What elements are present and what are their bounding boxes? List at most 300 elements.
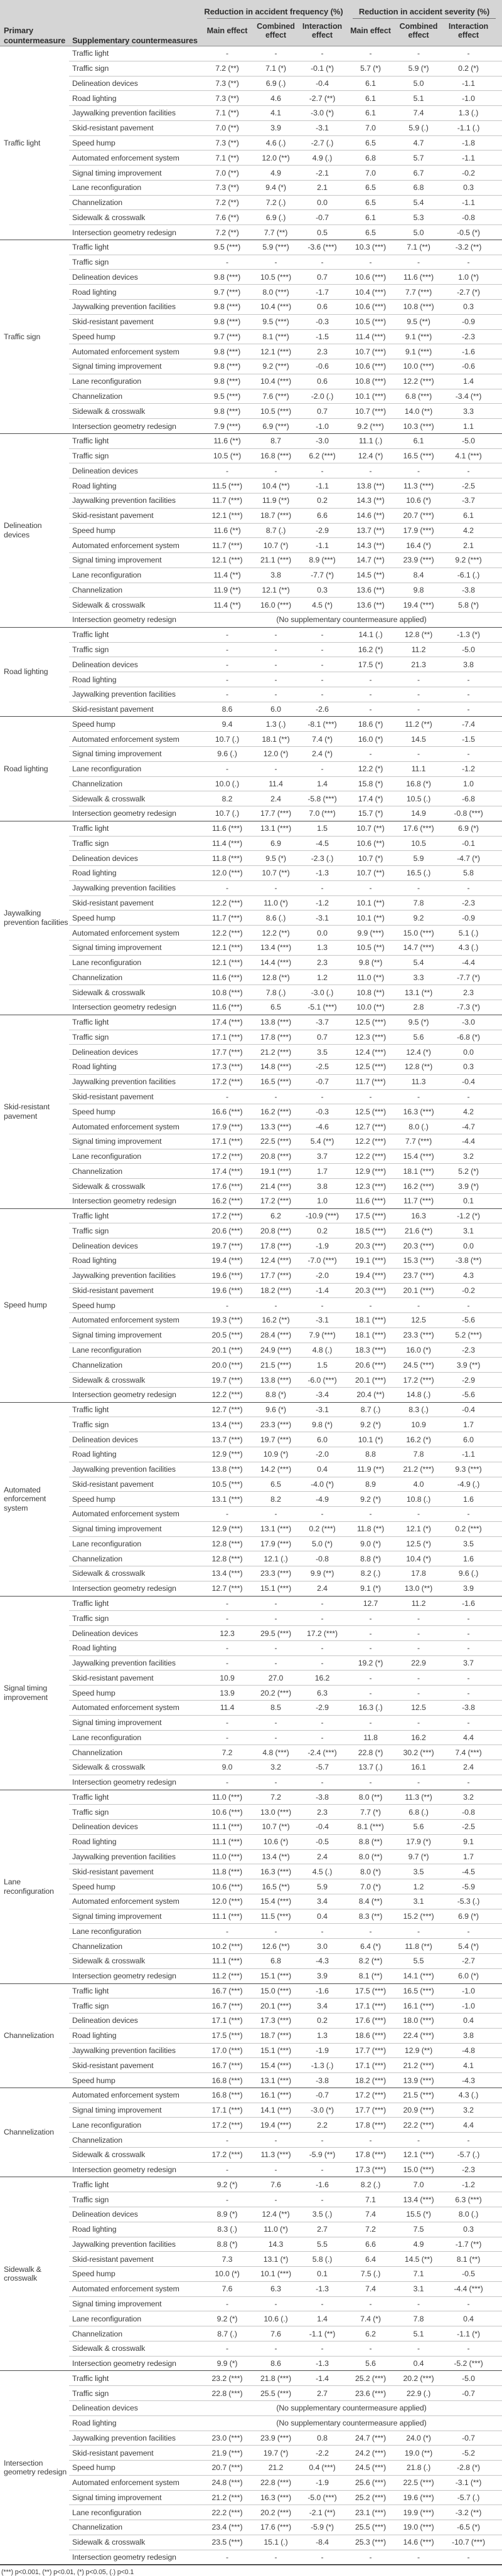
effect-value: 10.5 (***) bbox=[254, 270, 298, 285]
effect-value: -0.2 bbox=[442, 166, 502, 181]
effect-value: 6.4 (*) bbox=[346, 1939, 395, 1954]
effect-value: - bbox=[298, 2550, 346, 2565]
effect-value: 3.2 bbox=[442, 1149, 502, 1164]
table-row bbox=[0, 1045, 502, 1060]
effect-value: 20.3 (***) bbox=[346, 1238, 395, 1254]
effect-value: - bbox=[442, 687, 502, 702]
effect-value: 1.3 (.) bbox=[254, 717, 298, 732]
effect-value: 8.8 (*) bbox=[201, 2237, 254, 2252]
effect-value: 10.7 (**) bbox=[254, 1820, 298, 1835]
table-row bbox=[0, 329, 502, 344]
table-row bbox=[0, 1149, 502, 1164]
supplementary-label: Jaywalking prevention facilities bbox=[69, 300, 201, 315]
table-row bbox=[0, 2505, 502, 2520]
effect-value: 12.9 (***) bbox=[201, 1447, 254, 1462]
effect-value: 16.5 (***) bbox=[395, 1983, 442, 1998]
table-row bbox=[0, 926, 502, 941]
effect-value: - bbox=[298, 1611, 346, 1626]
effect-value: 10.5 bbox=[395, 836, 442, 851]
effect-value: 9.2 (*) bbox=[346, 1417, 395, 1432]
effect-value: 10.6 (.) bbox=[254, 2311, 298, 2326]
supplementary-label: Lane reconfiguration bbox=[69, 180, 201, 195]
supplementary-label: Sidewalk & crosswalk bbox=[69, 1566, 201, 1581]
effect-value: 21.2 (***) bbox=[201, 2490, 254, 2505]
effect-value: 16.2 (*) bbox=[395, 1432, 442, 1447]
effect-value: 1.7 bbox=[442, 1849, 502, 1864]
effect-value: 6.8 bbox=[254, 1954, 298, 1969]
frequency-group-title: Reduction in accident frequency (%) bbox=[204, 7, 343, 16]
effect-value: 7.0 bbox=[346, 166, 395, 181]
effect-value: 1.3 bbox=[298, 2028, 346, 2043]
table-row bbox=[0, 836, 502, 851]
effect-value: 10.6 (*) bbox=[395, 493, 442, 508]
effect-value: 0.0 bbox=[442, 1238, 502, 1254]
supplementary-label: Traffic light bbox=[69, 1790, 201, 1805]
effect-value: - bbox=[254, 1089, 298, 1104]
supplementary-label: Signal timing improvement bbox=[69, 746, 201, 761]
table-row bbox=[0, 1030, 502, 1045]
effect-value: 1.4 bbox=[298, 776, 346, 791]
effect-value: 7.1 bbox=[346, 2192, 395, 2207]
effect-value: - bbox=[298, 1507, 346, 1522]
effect-value: -5.1 (***) bbox=[298, 1000, 346, 1015]
effect-value: 10.8 (***) bbox=[395, 300, 442, 315]
effect-value: - bbox=[442, 1775, 502, 1790]
effect-value: 9.1 bbox=[442, 1834, 502, 1849]
effect-value: 14.1 (***) bbox=[254, 2103, 298, 2118]
effect-value: 21.4 (***) bbox=[254, 1179, 298, 1194]
effect-value: 12.4 (*) bbox=[346, 448, 395, 463]
effect-value: 3.8 bbox=[254, 567, 298, 583]
effect-value: - bbox=[442, 1626, 502, 1641]
effect-value: 16.4 (*) bbox=[395, 538, 442, 553]
supplementary-label: Signal timing improvement bbox=[69, 359, 201, 374]
effect-value: 1.5 bbox=[298, 821, 346, 836]
table-row bbox=[0, 359, 502, 374]
effect-value: 19.3 (***) bbox=[201, 1313, 254, 1328]
effect-value: 21.2 (***) bbox=[395, 1462, 442, 1477]
effect-value: - bbox=[254, 2162, 298, 2177]
table-row bbox=[0, 344, 502, 359]
effect-value: - bbox=[201, 1596, 254, 1611]
effect-value: 11.6 (**) bbox=[201, 433, 254, 448]
effect-value: 19.4 (***) bbox=[201, 1254, 254, 1269]
effect-value: 0.0 bbox=[298, 926, 346, 941]
effect-value: 16.5 (.) bbox=[395, 866, 442, 881]
effect-value: 7.8 (.) bbox=[254, 985, 298, 1000]
effect-value: 5.9 bbox=[298, 1879, 346, 1894]
effect-value: 7.6 (**) bbox=[201, 210, 254, 225]
effect-value: 7.2 (**) bbox=[201, 225, 254, 240]
supplementary-label: Intersection geometry redesign bbox=[69, 2550, 201, 2565]
effect-value: 24.5 (***) bbox=[346, 2461, 395, 2476]
effect-value: 16.8 (*) bbox=[395, 776, 442, 791]
table-row bbox=[0, 2073, 502, 2088]
effect-value: 9.5 (***) bbox=[201, 389, 254, 404]
effect-value: - bbox=[395, 746, 442, 761]
effect-value: 0.0 bbox=[442, 1045, 502, 1060]
effect-value: - bbox=[442, 1924, 502, 1939]
effect-value: 23.3 (***) bbox=[254, 1417, 298, 1432]
effect-value: 10.1 (**) bbox=[346, 911, 395, 926]
effect-value: 12.7 (***) bbox=[201, 1581, 254, 1596]
effect-value: - bbox=[201, 1089, 254, 1104]
effect-value: - bbox=[254, 1611, 298, 1626]
effect-value: 22.5 (***) bbox=[395, 2475, 442, 2490]
effect-value: 25.5 (***) bbox=[346, 2520, 395, 2535]
supplementary-label: Speed hump bbox=[69, 1298, 201, 1313]
effect-value: 6.9 (.) bbox=[254, 76, 298, 91]
effect-value: 6.8 (.) bbox=[395, 1805, 442, 1820]
effect-value: -1.0 bbox=[442, 91, 502, 106]
supplementary-label: Road lighting bbox=[69, 2415, 201, 2431]
effect-value: - bbox=[201, 1730, 254, 1745]
effect-value: -1.6 bbox=[442, 344, 502, 359]
effect-value: 7.3 (**) bbox=[201, 91, 254, 106]
supplementary-label: Automated enforcement system bbox=[69, 1700, 201, 1715]
effect-value: 6.1 bbox=[442, 508, 502, 523]
effect-value: 8.6 (.) bbox=[254, 911, 298, 926]
table-row bbox=[0, 1790, 502, 1805]
effect-value: 14.7 (**) bbox=[346, 553, 395, 568]
table-row bbox=[0, 1775, 502, 1790]
effect-value: - bbox=[298, 1655, 346, 1671]
effect-value: -0.7 bbox=[298, 1074, 346, 1089]
effect-value: 9.5 (*) bbox=[395, 1015, 442, 1030]
effect-value: 12.2 (***) bbox=[346, 1149, 395, 1164]
effect-value: 13.4 (**) bbox=[254, 1849, 298, 1864]
effect-value: - bbox=[201, 1640, 254, 1655]
effect-value: 4.9 (.) bbox=[298, 150, 346, 166]
effect-value: 21.9 (***) bbox=[201, 2446, 254, 2461]
table-row bbox=[0, 404, 502, 419]
effect-value: 14.4 (***) bbox=[254, 955, 298, 970]
supplementary-label: Signal timing improvement bbox=[69, 2103, 201, 2118]
table-row bbox=[0, 2192, 502, 2207]
effect-value: 10.0 (**) bbox=[346, 1000, 395, 1015]
effect-value: 24.9 (***) bbox=[254, 1343, 298, 1358]
effect-value: 11.4 bbox=[201, 1700, 254, 1715]
supplementary-label: Skid-resistant pavement bbox=[69, 1089, 201, 1104]
effect-value: 3.3 bbox=[442, 404, 502, 419]
supplementary-label: Automated enforcement system bbox=[69, 1507, 201, 1522]
supplementary-label: Lane reconfiguration bbox=[69, 374, 201, 389]
effect-value: 6.5 bbox=[346, 225, 395, 240]
supplementary-label: Intersection geometry redesign bbox=[69, 419, 201, 434]
effect-value: -1.6 bbox=[442, 1596, 502, 1611]
effect-value: 7.6 bbox=[254, 2326, 298, 2341]
effect-value: -3.4 bbox=[298, 1387, 346, 1402]
effect-value: 5.9 (***) bbox=[254, 240, 298, 255]
effect-value: 22.8 (***) bbox=[201, 2386, 254, 2401]
supplementary-label: Traffic sign bbox=[69, 255, 201, 270]
effect-value: 17.6 (***) bbox=[254, 2520, 298, 2535]
effect-value: - bbox=[442, 672, 502, 687]
effect-value: 5.1 bbox=[395, 91, 442, 106]
effect-value: 17.9 (*) bbox=[395, 1834, 442, 1849]
effect-value: 23.9 (***) bbox=[254, 2431, 298, 2446]
supplementary-label: Automated enforcement system bbox=[69, 926, 201, 941]
supplementary-label: Jaywalking prevention facilities bbox=[69, 493, 201, 508]
supplementary-label: Delineation devices bbox=[69, 1432, 201, 1447]
effect-value: 5.2 (***) bbox=[442, 1328, 502, 1343]
effect-value: -5.6 bbox=[442, 1313, 502, 1328]
effect-value: 11.7 (***) bbox=[201, 493, 254, 508]
table-row bbox=[0, 2103, 502, 2118]
supplementary-countermeasures-header: Supplementary countermeasures bbox=[72, 36, 198, 46]
table-row bbox=[0, 1655, 502, 1671]
effect-value: -0.4 bbox=[442, 1402, 502, 1417]
table-row bbox=[0, 1849, 502, 1864]
effect-value: 11.9 (**) bbox=[346, 1462, 395, 1477]
effect-value: 8.3 (.) bbox=[201, 2222, 254, 2237]
effect-value: 11.2 bbox=[395, 1596, 442, 1611]
table-row bbox=[0, 1745, 502, 1760]
supplementary-label: Lane reconfiguration bbox=[69, 761, 201, 776]
supplementary-label: Road lighting bbox=[69, 672, 201, 687]
table-row bbox=[0, 1626, 502, 1641]
effect-value: -10.9 (***) bbox=[298, 1208, 346, 1223]
effect-value: 3.8 bbox=[442, 657, 502, 672]
effect-value: 3.3 bbox=[395, 970, 442, 985]
supplementary-label: Sidewalk & crosswalk bbox=[69, 1760, 201, 1775]
effect-value: 20.6 (***) bbox=[201, 1223, 254, 1238]
effect-value: -1.7 (**) bbox=[442, 2237, 502, 2252]
effect-value: 9.8 (**) bbox=[346, 955, 395, 970]
supplementary-label: Jaywalking prevention facilities bbox=[69, 106, 201, 121]
effect-value: 10.4 (*) bbox=[395, 1551, 442, 1566]
effect-value: 16.2 bbox=[298, 1671, 346, 1686]
effect-value: - bbox=[395, 463, 442, 478]
effect-value: 22.2 (***) bbox=[201, 2505, 254, 2520]
supplementary-label: Road lighting bbox=[69, 1254, 201, 1269]
effect-value: -7.7 (*) bbox=[298, 567, 346, 583]
effect-value: 10.6 (***) bbox=[346, 300, 395, 315]
effect-value: 12.1 (***) bbox=[201, 508, 254, 523]
table-row bbox=[0, 776, 502, 791]
effect-value: 16.0 (*) bbox=[395, 1343, 442, 1358]
effect-value: 7.1 (**) bbox=[201, 106, 254, 121]
table-row bbox=[0, 2475, 502, 2490]
supplementary-label: Lane reconfiguration bbox=[69, 1149, 201, 1164]
supplementary-label: Lane reconfiguration bbox=[69, 955, 201, 970]
effect-value: 16.7 (***) bbox=[201, 2058, 254, 2073]
effect-value: 7.0 bbox=[346, 120, 395, 135]
supplementary-label: Delineation devices bbox=[69, 851, 201, 866]
effect-value: - bbox=[201, 1655, 254, 1671]
effect-value: 30.2 (***) bbox=[395, 1745, 442, 1760]
effect-value: 5.2 (*) bbox=[442, 1164, 502, 1179]
effect-value: -0.2 bbox=[442, 1283, 502, 1298]
effect-value: 11.0 (***) bbox=[201, 1849, 254, 1864]
effect-value: 12.2 (**) bbox=[254, 926, 298, 941]
effect-value: 1.7 bbox=[298, 1164, 346, 1179]
effect-value: 11.8 (**) bbox=[346, 1521, 395, 1536]
effect-value: - bbox=[442, 1715, 502, 1730]
effect-value: 16.2 (***) bbox=[395, 1179, 442, 1194]
table-row bbox=[0, 1820, 502, 1835]
effect-value: -2.1 (**) bbox=[298, 2505, 346, 2520]
effect-value: - bbox=[417, 49, 420, 58]
effect-value: 7.7 (*) bbox=[346, 1805, 395, 1820]
effect-value: -1.5 bbox=[442, 732, 502, 747]
supplementary-label: Lane reconfiguration bbox=[69, 2311, 201, 2326]
effect-value: 14.5 bbox=[395, 732, 442, 747]
primary-countermeasure-cell: Lane reconfiguration bbox=[0, 1790, 69, 1983]
supplementary-label: Automated enforcement system bbox=[69, 2475, 201, 2490]
effect-value: 12.8 (**) bbox=[254, 970, 298, 985]
effect-value: -3.8 bbox=[298, 2073, 346, 2088]
supplementary-label: Signal timing improvement bbox=[69, 1909, 201, 1924]
effect-value: 6.1 bbox=[346, 210, 395, 225]
effect-value: -3.0 (.) bbox=[298, 985, 346, 1000]
effect-value: -0.7 bbox=[298, 210, 346, 225]
effect-value: - bbox=[442, 1089, 502, 1104]
effect-value: -5.7 bbox=[298, 1760, 346, 1775]
effect-value: 7.7 (***) bbox=[395, 1134, 442, 1149]
effect-value: 7.0 (***) bbox=[298, 806, 346, 821]
effect-value: 2.4 bbox=[298, 1581, 346, 1596]
effect-value: 17.0 (***) bbox=[201, 2043, 254, 2058]
effect-value: - bbox=[254, 1596, 298, 1611]
effect-value: 12.4 (*) bbox=[395, 1045, 442, 1060]
effect-value: 11.4 (***) bbox=[346, 329, 395, 344]
effect-value: -2.0 bbox=[298, 1268, 346, 1283]
effect-value: 6.9 bbox=[254, 836, 298, 851]
effect-value: 15.7 (*) bbox=[346, 806, 395, 821]
effect-value: 0.3 bbox=[442, 1060, 502, 1075]
supplementary-label: Traffic light bbox=[69, 2371, 201, 2386]
supplementary-label: Road lighting bbox=[69, 2222, 201, 2237]
effect-value: 17.1 (***) bbox=[201, 2103, 254, 2118]
effect-value: 20.4 (**) bbox=[346, 1387, 395, 1402]
effect-value: 8.7 (.) bbox=[346, 1402, 395, 1417]
effect-value: 23.7 (***) bbox=[395, 1268, 442, 1283]
effect-value: 19.7 (***) bbox=[254, 1432, 298, 1447]
effect-value: 6.1 bbox=[346, 76, 395, 91]
table-row bbox=[0, 2386, 502, 2401]
effect-value: 3.0 bbox=[298, 1939, 346, 1954]
effect-value: -0.7 bbox=[442, 2431, 502, 2446]
effect-value: 17.5 (*) bbox=[346, 657, 395, 672]
effect-value: 9.0 (*) bbox=[346, 1536, 395, 1551]
effect-value: 2.4 bbox=[254, 791, 298, 806]
supplementary-label: Signal timing improvement bbox=[69, 940, 201, 955]
effect-value: 8.2 (**) bbox=[346, 1954, 395, 1969]
effect-value: 12.9 (**) bbox=[395, 2043, 442, 2058]
effect-value: 11.4 (**) bbox=[201, 598, 254, 613]
effect-value: 10.7 (.) bbox=[201, 806, 254, 821]
effect-value: 6.5 bbox=[254, 1000, 298, 1015]
effect-value: -0.7 bbox=[298, 2088, 346, 2103]
effect-value: 21.2 (***) bbox=[254, 1045, 298, 1060]
effect-value: 9.5 (*) bbox=[254, 851, 298, 866]
effect-value: 2.3 bbox=[298, 1805, 346, 1820]
table-row bbox=[0, 657, 502, 672]
effect-value: 8.8 (**) bbox=[346, 1834, 395, 1849]
effect-value: -2.6 bbox=[298, 702, 346, 717]
effect-value: -1.2 bbox=[442, 2177, 502, 2192]
effect-value: 17.8 (***) bbox=[254, 1030, 298, 1045]
effect-value: 9.8 (***) bbox=[201, 404, 254, 419]
effect-value: 12.2 (***) bbox=[395, 374, 442, 389]
sev-combined-effect-header: Combined effect bbox=[399, 21, 438, 40]
table-row bbox=[0, 1834, 502, 1849]
effect-value: 18.6 (*) bbox=[346, 717, 395, 732]
effect-value: 10.6 (*) bbox=[254, 1834, 298, 1849]
effect-value: 8.0 (.) bbox=[442, 2207, 502, 2222]
effect-value: 10.1 (***) bbox=[346, 389, 395, 404]
primary-countermeasure-cell: Road lighting bbox=[0, 627, 69, 717]
effect-value: 8.9 bbox=[346, 1477, 395, 1492]
supplementary-label: Skid-resistant pavement bbox=[69, 2252, 201, 2267]
table-row bbox=[0, 2400, 502, 2415]
effect-value: 2.1 bbox=[298, 180, 346, 195]
effect-value: -1.0 bbox=[442, 1983, 502, 1998]
effect-value: 7.6 bbox=[201, 2281, 254, 2296]
effect-value: - bbox=[201, 672, 254, 687]
supplementary-label: Signal timing improvement bbox=[69, 1521, 201, 1536]
table-row bbox=[0, 1954, 502, 1969]
effect-value: 5.6 bbox=[395, 1030, 442, 1045]
effect-value: 8.1 (**) bbox=[442, 2252, 502, 2267]
table-row bbox=[0, 91, 502, 106]
primary-countermeasure-cell: Jaywalking prevention facilities bbox=[0, 821, 69, 1015]
effect-value: -3.8 bbox=[298, 1790, 346, 1805]
effect-value: 7.8 bbox=[395, 1447, 442, 1462]
effect-value: 17.2 (***) bbox=[254, 1193, 298, 1208]
effect-value: 4.9 bbox=[395, 2237, 442, 2252]
effect-value: 6.5 bbox=[346, 195, 395, 210]
supplementary-label: Traffic light bbox=[69, 1208, 201, 1223]
effect-value: 27.0 bbox=[254, 1671, 298, 1686]
effect-value: 0.2 (***) bbox=[298, 1521, 346, 1536]
effect-value: 20.2 (***) bbox=[254, 2505, 298, 2520]
supplementary-label: Automated enforcement system bbox=[69, 344, 201, 359]
effect-value: 8.6 bbox=[254, 2356, 298, 2371]
effect-value: - bbox=[201, 1775, 254, 1790]
effect-value: 7.6 (***) bbox=[254, 389, 298, 404]
supplementary-label: Intersection geometry redesign bbox=[69, 2162, 201, 2177]
effect-value: 17.8 bbox=[395, 1566, 442, 1581]
effect-value: -2.8 (*) bbox=[442, 2461, 502, 2476]
effect-value: 22.8 (*) bbox=[346, 1745, 395, 1760]
table-row bbox=[0, 1700, 502, 1715]
effect-value: 1.0 (*) bbox=[442, 270, 502, 285]
effect-value: 0.2 bbox=[298, 1223, 346, 1238]
effect-value: 9.8 (***) bbox=[201, 344, 254, 359]
table-row bbox=[0, 895, 502, 911]
supplementary-label: Intersection geometry redesign bbox=[69, 1581, 201, 1596]
effect-value: 6.3 bbox=[254, 2281, 298, 2296]
effect-value: 9.7 (*) bbox=[395, 1849, 442, 1864]
table-row bbox=[0, 1283, 502, 1298]
table-row bbox=[0, 732, 502, 747]
effect-value: -1.2 bbox=[442, 761, 502, 776]
effect-value: 20.2 (***) bbox=[395, 2371, 442, 2386]
table-row bbox=[0, 433, 502, 448]
effect-value: -1.0 bbox=[442, 1998, 502, 2014]
effect-value: -0.1 bbox=[442, 836, 502, 851]
effect-value: - bbox=[442, 1686, 502, 1701]
effect-value: 11.0 (*) bbox=[254, 895, 298, 911]
effect-value: 5.6 bbox=[346, 2356, 395, 2371]
effect-value: 6.6 bbox=[298, 508, 346, 523]
effect-value: - bbox=[442, 1507, 502, 1522]
effect-value: 6.8 bbox=[395, 180, 442, 195]
table-row bbox=[0, 225, 502, 240]
effect-value: - bbox=[298, 672, 346, 687]
